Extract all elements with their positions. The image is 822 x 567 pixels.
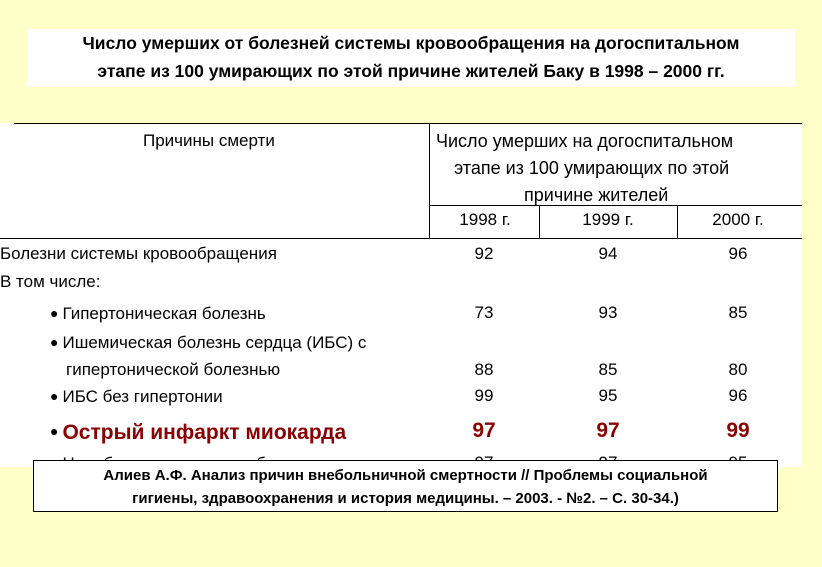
citation-box — [33, 460, 778, 512]
bullet-icon: ● — [50, 305, 59, 321]
row-label-circulatory: Болезни системы кровообращения — [0, 244, 277, 263]
cell-acute-mi-2000: 99 — [726, 419, 750, 442]
cell-ihd-no-hypertension-1999: 95 — [598, 386, 618, 405]
cell-ihd-no-hypertension-1998: 99 — [474, 386, 494, 405]
slide-title — [27, 29, 795, 87]
row-label-ihd-hypertension — [50, 332, 366, 353]
row-label-including: В том числе: — [0, 272, 101, 291]
cell-circulatory-1998: 92 — [474, 244, 494, 263]
header-deaths-line-3: причине жителей — [524, 185, 669, 205]
year-1999: 1999 г. — [582, 210, 634, 229]
bullet-icon: ● — [50, 388, 59, 404]
row-label-hypertension — [50, 303, 266, 324]
row-label-ihd-no-hypertension-text: ИБС без гипертонии — [62, 387, 223, 406]
row-label-ihd-no-hypertension — [50, 386, 223, 407]
citation-line-2: гигиены, здравоохранения и история медицины. – 2003. - №2. – С. 30-34.) — [132, 490, 679, 507]
row-label-acute-mi-text: Острый инфаркт миокарда — [62, 421, 347, 444]
row-label-acute-mi — [50, 419, 346, 446]
cell-acute-mi-1998: 97 — [472, 419, 496, 442]
header-deaths-line-2: этапе из 100 умирающих по этой — [454, 158, 730, 178]
cell-hypertension-1998: 73 — [474, 303, 494, 322]
row-label-ihd-hypertension-line-1: Ишемическая болезнь сердца (ИБС) с — [62, 333, 367, 352]
header-deaths-line-1: Число умерших на догоспитальном — [436, 131, 734, 151]
cell-circulatory-2000: 96 — [728, 244, 748, 263]
cell-hypertension-1999: 93 — [598, 303, 618, 322]
year-2000: 2000 г. — [712, 210, 764, 229]
slide-title-line-2: этапе из 100 умирающих по этой причине жителей Баку в 1998 – 2000 гг. — [97, 61, 725, 81]
slide-title-line-1: Число умерших от болезней системы кровообращения на догоспитальном — [82, 33, 740, 53]
cell-ihd-no-hypertension-2000: 96 — [728, 386, 748, 405]
year-1998: 1998 г. — [459, 210, 511, 229]
cell-acute-mi-1999: 97 — [596, 419, 620, 442]
citation-line-1: Алиев А.Ф. Анализ причин внебольничной смертности // Проблемы социальной — [103, 467, 708, 484]
cell-circulatory-1999: 94 — [598, 244, 618, 263]
years-top-border — [429, 205, 802, 206]
cell-hypertension-2000: 85 — [728, 303, 748, 322]
cell-ihd-hypertension-1999: 85 — [598, 360, 618, 379]
cell-ihd-hypertension-2000: 80 — [728, 360, 748, 379]
table-top-border — [14, 123, 802, 124]
header-bottom-border — [0, 238, 802, 239]
cell-ihd-hypertension-1998: 88 — [474, 360, 494, 379]
year-divider-2 — [677, 205, 678, 238]
row-label-hypertension-text: Гипертоническая болезнь — [62, 304, 266, 323]
year-divider-1 — [539, 205, 540, 238]
header-causes: Причины смерти — [143, 131, 275, 150]
row-label-ihd-hypertension-line-2: гипертонической болезнью — [66, 360, 281, 379]
bullet-icon: ● — [50, 334, 59, 350]
header-divider — [429, 123, 430, 238]
bullet-icon: ● — [50, 423, 59, 439]
mortality-table — [0, 123, 802, 467]
